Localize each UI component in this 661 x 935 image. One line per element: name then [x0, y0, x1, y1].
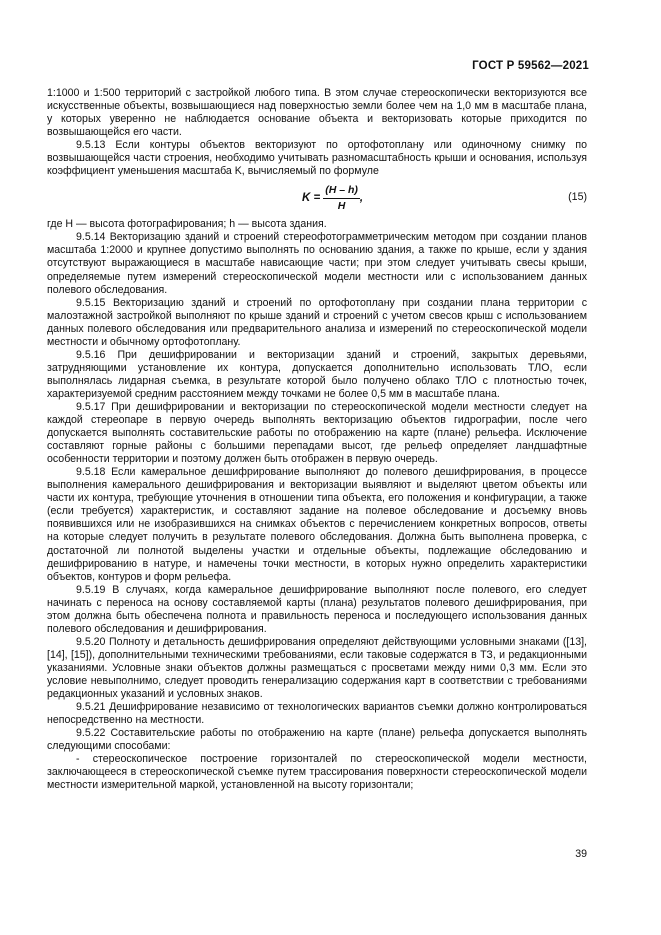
paragraph: 9.5.17 При дешифрировании и векторизации по стереоскопической модели местности следует на каждой стереопаре в первую очередь выполнять векторизацию объектов гидрографии, после чего допускается выполнять составительские работы по отображению на карте (плане) рельефа. Исключение составляют горные районы с большими перепадами высот, где рельеф определяет ландшафтные особенности территории и поэтому должен быть отображен в первую очередь. [47, 400, 587, 466]
paragraph: 9.5.20 Полноту и детальность дешифрирования определяют действующими условными знаками ([13], [14], [15]), дополнительными техническими требованиями, если таковые содержатся в ТЗ, и редакционными указаниями. Условные знаки объектов должны размещаться с просветами между ними 0,3 мм. Если это условие невыполнимо, следует проводить генерализацию содержания карт в соответствии с требованиями редакционных указаний и условных знаков. [47, 635, 587, 701]
text-block-bottom [47, 218, 587, 792]
paragraph: где H — высота фотографирования; h — высота здания. [47, 218, 327, 231]
paragraph: 9.5.19 В случаях, когда камеральное дешифрирование выполняют после полевого, его следует начинать с переноса на основу составляемой карты (плана) результатов полевого дешифрирования, при этом должна быть обеспечена полнота и правильность переноса и последующего использования данных полевого обследования и дешифрирования. [47, 583, 587, 635]
formula-lhs: K = [302, 192, 321, 205]
equation-number: (15) [568, 191, 587, 204]
paragraph: 9.5.21 Дешифрирование независимо от технологических вариантов съемки должно контролироваться непосредственно на местности. [47, 701, 587, 727]
formula [302, 184, 363, 213]
formula-numerator: (H – h) [323, 184, 360, 199]
paragraph: 9.5.16 При дешифрировании и векторизации зданий и строений, закрытых деревьями, затрудняющими установление их контура, допускается дополнительно использовать ТЛО, если выполнялась лидарная съемка, в результате которой было получено облако ТЛО с плотностью точек, характеризуемой средним расстоянием между точками не более 0,5 мм в масштабе плана. [47, 348, 587, 400]
paragraph: 9.5.15 Векторизацию зданий и строений по ортофотоплану при создании плана территории с малоэтажной застройкой выполняют по крыше зданий и строений с учетом свесов крыш с использованием данных полевого обследования или предварительного анализа и измерений по стереоскопической модели местности и обычному ортофотоплану. [47, 296, 587, 348]
paragraph: 9.5.18 Если камеральное дешифрирование выполняют до полевого дешифрирования, в процессе выполнения камерального дешифрирования и векторизации выявляют и выделяют цветом объекты или части их контура, требующие уточнения в отношении типа объекта, его положения и конфигурации, а также (если требуется) характеристик, и составляют задание на полевое обследование и досъемку вновь появившихся или не изобразившихся на снимках объектов с перечислением конкретных вопросов, ответы на которые следует получить в результате полевого обследования. Должна быть выполнена проверка, с достаточной ли полнотой выделены участки и отдельные объекты, подлежащие обследованию и дешифрированию в натуре, и намечены точки местности, в которых нужно определить характеристики объектов, контуров и форм рельефа. [47, 466, 587, 583]
page-number: 39 [575, 848, 587, 860]
paragraph: 9.5.13 Если контуры объектов векторизуют по ортофотоплану или одиночному снимку по возвышающейся части строения, необходимо учитывать разномасштабность крыши и основания, используя коэффициент уменьшения масштаба K, вычисляемый по формуле [47, 139, 587, 178]
document-header: ГОСТ Р 59562—2021 [472, 60, 589, 72]
paragraph: 9.5.22 Составительские работы по отображению на карте (плане) рельефа допускается выполнять следующими способами: [47, 727, 587, 753]
formula-row [47, 178, 587, 218]
paragraph: 1:1000 и 1:500 территорий с застройкой любого типа. В этом случае стереоскопически векторизуются все искусственные объекты, возвышающиеся над поверхностью земли более чем на 1,0 мм в масштабе плана, у которых уверенно не наблюдается основание объекта и векторизовать которые приходится по возвышающейся его части. [47, 87, 587, 139]
document-body [47, 87, 587, 792]
paragraph: 9.5.14 Векторизацию зданий и строений стереофотограмметрическим методом при создании планов масштаба 1:2000 и крупнее допустимо выполнять по основанию здания, а также по крыше, если у здания отсутствуют выражающиеся в масштабе нависающие части; при этом следует учитывать свесы крыши, определяемые путем измерений стереоскопической модели местности или с использованием данных полевого обследования. [47, 231, 587, 296]
formula-denominator: H [337, 200, 346, 213]
formula-trail: , [359, 192, 364, 205]
formula-fraction [323, 184, 360, 213]
paragraph: - стереоскопическое построение горизонталей по стереоскопической модели местности, заключающееся в стереоскопической съемке путем трассирования поверхности стереоскопической модели местности измерительной маркой, установленной на высоту горизонтали; [47, 753, 587, 792]
text-block-top [47, 87, 587, 178]
